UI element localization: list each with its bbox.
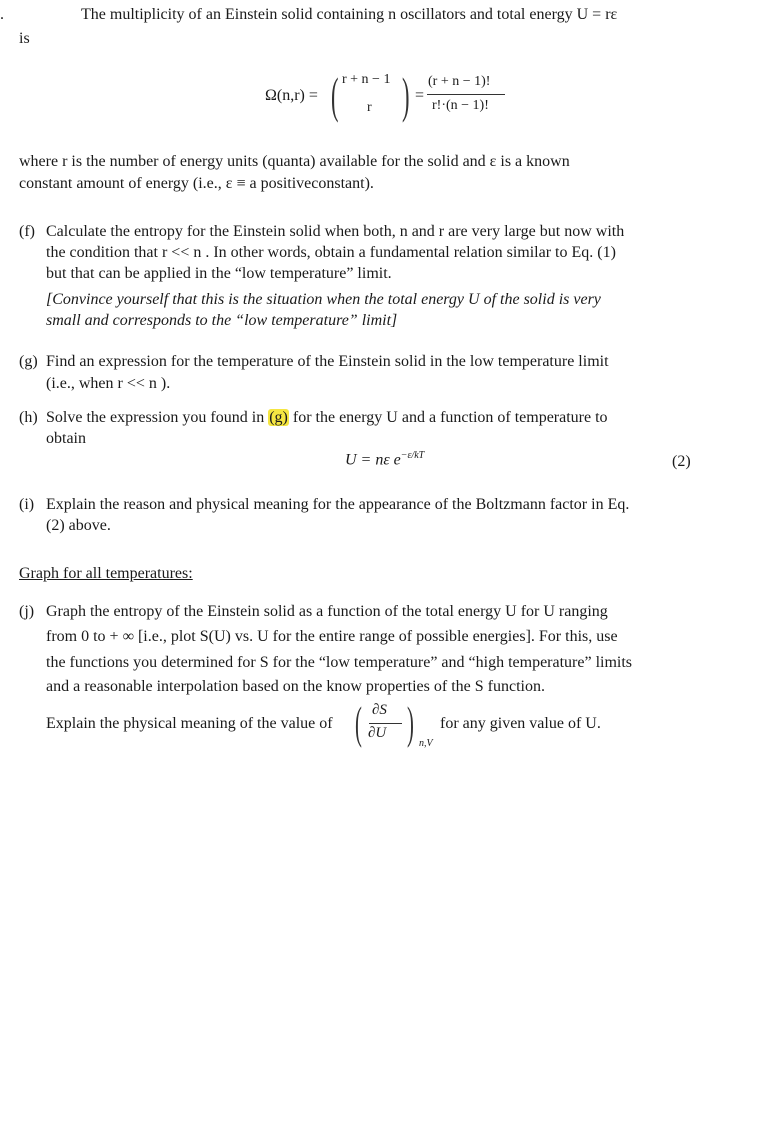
item-i-line-1: Explain the reason and physical meaning for the appearance of the Boltzmann factor in Eq. — [46, 496, 630, 513]
item-h-line-2: obtain — [46, 430, 86, 447]
partial-fraction-bar — [369, 723, 402, 724]
item-g-label: (g) — [19, 353, 38, 370]
binomial-bottom: r — [367, 100, 372, 115]
item-i-line-2: (2) above. — [46, 517, 111, 534]
right-paren: ) — [407, 697, 414, 748]
multiplicity-equation — [265, 67, 525, 123]
intro-line-continuation: is — [19, 30, 30, 47]
item-j-line-4: and a reasonable interpolation based on the know properties of the S function. — [46, 678, 545, 695]
list-marker: . — [0, 6, 4, 23]
where-line-2: constant amount of energy (i.e., ε ≡ a positiveconstant). — [19, 175, 374, 192]
left-paren: ( — [331, 67, 339, 123]
item-g-line-1: Find an expression for the temperature of the Einstein solid in the low temperature limit — [46, 353, 609, 370]
item-j-line-3: the functions you determined for S for the “low temperature” and “high temperature” limits — [46, 654, 633, 671]
binomial-top: r + n − 1 — [342, 72, 391, 87]
partial-denominator: ∂U — [368, 725, 387, 741]
equals-sign: = — [415, 87, 425, 104]
partial-numerator: ∂S — [372, 702, 387, 718]
fraction-denominator: r!·(n − 1)! — [432, 98, 489, 113]
left-paren: ( — [355, 697, 362, 748]
section-heading: Graph for all temperatures: — [19, 565, 193, 582]
item-j-label: (j) — [19, 603, 35, 620]
item-j-line-5b: for any given value of U. — [440, 715, 601, 732]
item-f-line-1: Calculate the entropy for the Einstein solid when both, n and r are very large but now with — [46, 223, 625, 240]
equation-number: (2) — [672, 453, 691, 470]
fraction-numerator: (r + n − 1)! — [428, 74, 491, 89]
energy-equation-exponent: −ε/kT — [400, 450, 425, 461]
item-f-line-2: the condition that r << n . In other words, obtain a fundamental relation similar to Eq. (1) — [46, 244, 616, 261]
partial-derivative — [355, 697, 445, 756]
item-j-line-1: Graph the entropy of the Einstein solid as a function of the total energy U for U ranging — [46, 603, 608, 620]
partial-subscript: n,V — [419, 738, 433, 749]
item-h-line-1 — [46, 409, 608, 427]
item-f-note-1: [Convince yourself that this is the situation when the total energy U of the solid is very — [46, 291, 601, 308]
highlighted-reference: (g) — [269, 409, 288, 426]
item-g-line-2: (i.e., when r << n ). — [46, 375, 171, 392]
equation-lhs: Ω(n,r) = — [265, 87, 318, 104]
right-paren: ) — [402, 67, 410, 123]
item-j-line-5a: Explain the physical meaning of the value of — [46, 715, 333, 732]
item-h-text-b: for the energy U and a function of temperature to — [292, 409, 608, 426]
item-f-note-2: small and corresponds to the “low temperature” limit] — [46, 312, 398, 329]
energy-equation — [345, 450, 424, 469]
item-h-text-a: Solve the expression you found in — [46, 409, 265, 426]
item-j-line-2: from 0 to + ∞ [i.e., plot S(U) vs. U for the entire range of possible energies]. For this, use — [46, 628, 618, 645]
item-f-line-3: but that can be applied in the “low temperature” limit. — [46, 265, 392, 282]
where-line-1: where r is the number of energy units (quanta) available for the solid and ε is a known — [19, 153, 570, 170]
item-h-label: (h) — [19, 409, 38, 426]
intro-line: The multiplicity of an Einstein solid containing n oscillators and total energy U = rε — [81, 6, 618, 23]
item-f-label: (f) — [19, 223, 35, 240]
energy-equation-main: U = nε e — [345, 451, 401, 469]
fraction-bar — [427, 94, 505, 95]
item-i-label: (i) — [19, 496, 35, 513]
